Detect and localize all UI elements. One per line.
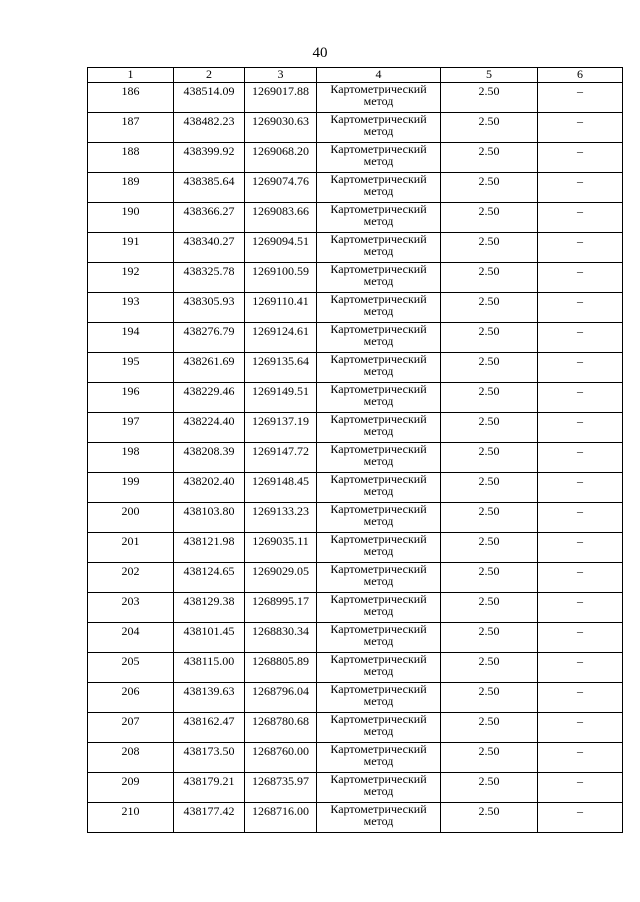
method-line-2: метод bbox=[363, 94, 394, 108]
y-coordinate-cell: 1269135.64 bbox=[245, 353, 317, 383]
table-row bbox=[88, 653, 623, 683]
note-cell: – bbox=[538, 173, 623, 203]
table-row bbox=[88, 533, 623, 563]
x-coordinate-cell: 438115.00 bbox=[174, 653, 245, 683]
method-cell bbox=[317, 353, 441, 383]
accuracy-cell: 2.50 bbox=[441, 113, 538, 143]
method-cell bbox=[317, 713, 441, 743]
point-number-cell: 203 bbox=[88, 593, 174, 623]
y-coordinate-cell: 1269124.61 bbox=[245, 323, 317, 353]
y-coordinate-cell: 1269094.51 bbox=[245, 233, 317, 263]
y-coordinate-cell: 1269029.05 bbox=[245, 563, 317, 593]
y-coordinate-cell: 1269110.41 bbox=[245, 293, 317, 323]
point-number-cell: 200 bbox=[88, 503, 174, 533]
note-cell: – bbox=[538, 653, 623, 683]
y-coordinate-cell: 1269137.19 bbox=[245, 413, 317, 443]
method-line-1: Картометрический bbox=[330, 352, 427, 366]
method-cell bbox=[317, 233, 441, 263]
note-cell: – bbox=[538, 383, 623, 413]
accuracy-cell: 2.50 bbox=[441, 173, 538, 203]
x-coordinate-cell: 438229.46 bbox=[174, 383, 245, 413]
table-row bbox=[88, 173, 623, 203]
y-coordinate-cell: 1268780.68 bbox=[245, 713, 317, 743]
method-line-2: метод bbox=[363, 424, 394, 438]
method-cell bbox=[317, 683, 441, 713]
note-cell: – bbox=[538, 443, 623, 473]
method-cell bbox=[317, 623, 441, 653]
table-row bbox=[88, 623, 623, 653]
method-cell bbox=[317, 473, 441, 503]
y-coordinate-cell: 1269100.59 bbox=[245, 263, 317, 293]
method-cell bbox=[317, 653, 441, 683]
point-number-cell: 188 bbox=[88, 143, 174, 173]
table-row bbox=[88, 563, 623, 593]
method-line-1: Картометрический bbox=[330, 202, 427, 216]
x-coordinate-cell: 438139.63 bbox=[174, 683, 245, 713]
point-number-cell: 194 bbox=[88, 323, 174, 353]
method-line-1: Картометрический bbox=[330, 742, 427, 756]
method-line-2: метод bbox=[363, 484, 394, 498]
x-coordinate-cell: 438276.79 bbox=[174, 323, 245, 353]
x-coordinate-cell: 438177.42 bbox=[174, 803, 245, 833]
method-cell bbox=[317, 593, 441, 623]
point-number-cell: 204 bbox=[88, 623, 174, 653]
method-line-1: Картометрический bbox=[330, 502, 427, 516]
x-coordinate-cell: 438224.40 bbox=[174, 413, 245, 443]
y-coordinate-cell: 1268830.34 bbox=[245, 623, 317, 653]
coordinates-table bbox=[87, 67, 623, 833]
method-cell bbox=[317, 143, 441, 173]
point-number-cell: 197 bbox=[88, 413, 174, 443]
x-coordinate-cell: 438366.27 bbox=[174, 203, 245, 233]
accuracy-cell: 2.50 bbox=[441, 713, 538, 743]
x-coordinate-cell: 438514.09 bbox=[174, 83, 245, 113]
accuracy-cell: 2.50 bbox=[441, 413, 538, 443]
table-row bbox=[88, 203, 623, 233]
page-number: 40 bbox=[312, 45, 328, 61]
y-coordinate-cell: 1269149.51 bbox=[245, 383, 317, 413]
note-cell: – bbox=[538, 413, 623, 443]
point-number-cell: 196 bbox=[88, 383, 174, 413]
method-cell bbox=[317, 413, 441, 443]
note-cell: – bbox=[538, 533, 623, 563]
column-header-4: 4 bbox=[317, 68, 441, 83]
table-row bbox=[88, 233, 623, 263]
table-row bbox=[88, 113, 623, 143]
column-header-6: 6 bbox=[538, 68, 623, 83]
method-line-2: метод bbox=[363, 184, 394, 198]
method-line-2: метод bbox=[363, 154, 394, 168]
x-coordinate-cell: 438399.92 bbox=[174, 143, 245, 173]
accuracy-cell: 2.50 bbox=[441, 83, 538, 113]
y-coordinate-cell: 1269133.23 bbox=[245, 503, 317, 533]
method-line-2: метод bbox=[363, 304, 394, 318]
column-header-3: 3 bbox=[245, 68, 317, 83]
method-line-2: метод bbox=[363, 604, 394, 618]
accuracy-cell: 2.50 bbox=[441, 263, 538, 293]
method-line-1: Картометрический bbox=[330, 532, 427, 546]
method-line-2: метод bbox=[363, 214, 394, 228]
method-cell bbox=[317, 443, 441, 473]
method-cell bbox=[317, 743, 441, 773]
method-line-1: Картометрический bbox=[330, 322, 427, 336]
method-line-2: метод bbox=[363, 274, 394, 288]
note-cell: – bbox=[538, 83, 623, 113]
x-coordinate-cell: 438208.39 bbox=[174, 443, 245, 473]
method-line-1: Картометрический bbox=[330, 442, 427, 456]
method-line-2: метод bbox=[363, 814, 394, 828]
accuracy-cell: 2.50 bbox=[441, 533, 538, 563]
point-number-cell: 201 bbox=[88, 533, 174, 563]
method-line-1: Картометрический bbox=[330, 622, 427, 636]
x-coordinate-cell: 438121.98 bbox=[174, 533, 245, 563]
method-line-2: метод bbox=[363, 514, 394, 528]
table-row bbox=[88, 683, 623, 713]
table-row bbox=[88, 713, 623, 743]
point-number-cell: 208 bbox=[88, 743, 174, 773]
method-line-2: метод bbox=[363, 394, 394, 408]
y-coordinate-cell: 1269030.63 bbox=[245, 113, 317, 143]
table-row bbox=[88, 83, 623, 113]
y-coordinate-cell: 1268716.00 bbox=[245, 803, 317, 833]
method-line-2: метод bbox=[363, 664, 394, 678]
method-line-2: метод bbox=[363, 724, 394, 738]
method-line-1: Картометрический bbox=[330, 142, 427, 156]
column-header-2: 2 bbox=[174, 68, 245, 83]
point-number-cell: 198 bbox=[88, 443, 174, 473]
y-coordinate-cell: 1269035.11 bbox=[245, 533, 317, 563]
x-coordinate-cell: 438173.50 bbox=[174, 743, 245, 773]
method-cell bbox=[317, 83, 441, 113]
point-number-cell: 205 bbox=[88, 653, 174, 683]
method-cell bbox=[317, 203, 441, 233]
table-row bbox=[88, 593, 623, 623]
method-cell bbox=[317, 263, 441, 293]
method-line-2: метод bbox=[363, 754, 394, 768]
method-line-2: метод bbox=[363, 784, 394, 798]
x-coordinate-cell: 438261.69 bbox=[174, 353, 245, 383]
note-cell: – bbox=[538, 563, 623, 593]
note-cell: – bbox=[538, 143, 623, 173]
method-cell bbox=[317, 113, 441, 143]
method-line-2: метод bbox=[363, 454, 394, 468]
table-row bbox=[88, 503, 623, 533]
x-coordinate-cell: 438124.65 bbox=[174, 563, 245, 593]
method-line-2: метод bbox=[363, 634, 394, 648]
note-cell: – bbox=[538, 593, 623, 623]
method-line-1: Картометрический bbox=[330, 802, 427, 816]
method-line-2: метод bbox=[363, 334, 394, 348]
note-cell: – bbox=[538, 803, 623, 833]
accuracy-cell: 2.50 bbox=[441, 293, 538, 323]
table-row bbox=[88, 743, 623, 773]
method-line-2: метод bbox=[363, 124, 394, 138]
point-number-cell: 190 bbox=[88, 203, 174, 233]
method-line-1: Картометрический bbox=[330, 412, 427, 426]
point-number-cell: 193 bbox=[88, 293, 174, 323]
y-coordinate-cell: 1269074.76 bbox=[245, 173, 317, 203]
accuracy-cell: 2.50 bbox=[441, 503, 538, 533]
accuracy-cell: 2.50 bbox=[441, 683, 538, 713]
y-coordinate-cell: 1268995.17 bbox=[245, 593, 317, 623]
note-cell: – bbox=[538, 353, 623, 383]
method-line-1: Картометрический bbox=[330, 562, 427, 576]
y-coordinate-cell: 1268796.04 bbox=[245, 683, 317, 713]
method-line-1: Картометрический bbox=[330, 82, 427, 96]
method-line-1: Картометрический bbox=[330, 112, 427, 126]
accuracy-cell: 2.50 bbox=[441, 353, 538, 383]
method-line-2: метод bbox=[363, 544, 394, 558]
point-number-cell: 195 bbox=[88, 353, 174, 383]
method-cell bbox=[317, 293, 441, 323]
point-number-cell: 187 bbox=[88, 113, 174, 143]
accuracy-cell: 2.50 bbox=[441, 143, 538, 173]
table-body bbox=[88, 83, 623, 833]
x-coordinate-cell: 438482.23 bbox=[174, 113, 245, 143]
note-cell: – bbox=[538, 263, 623, 293]
y-coordinate-cell: 1269068.20 bbox=[245, 143, 317, 173]
x-coordinate-cell: 438385.64 bbox=[174, 173, 245, 203]
method-line-2: метод bbox=[363, 694, 394, 708]
note-cell: – bbox=[538, 203, 623, 233]
point-number-cell: 189 bbox=[88, 173, 174, 203]
method-line-2: метод bbox=[363, 244, 394, 258]
accuracy-cell: 2.50 bbox=[441, 233, 538, 263]
x-coordinate-cell: 438305.93 bbox=[174, 293, 245, 323]
accuracy-cell: 2.50 bbox=[441, 203, 538, 233]
method-line-1: Картометрический bbox=[330, 292, 427, 306]
method-line-1: Картометрический bbox=[330, 712, 427, 726]
y-coordinate-cell: 1269147.72 bbox=[245, 443, 317, 473]
note-cell: – bbox=[538, 503, 623, 533]
table-row bbox=[88, 473, 623, 503]
table-row bbox=[88, 773, 623, 803]
table-row bbox=[88, 443, 623, 473]
table-row bbox=[88, 383, 623, 413]
point-number-cell: 202 bbox=[88, 563, 174, 593]
point-number-cell: 210 bbox=[88, 803, 174, 833]
table-row bbox=[88, 353, 623, 383]
method-line-1: Картометрический bbox=[330, 262, 427, 276]
method-line-1: Картометрический bbox=[330, 172, 427, 186]
column-header-5: 5 bbox=[441, 68, 538, 83]
method-cell bbox=[317, 323, 441, 353]
accuracy-cell: 2.50 bbox=[441, 563, 538, 593]
x-coordinate-cell: 438101.45 bbox=[174, 623, 245, 653]
method-cell bbox=[317, 173, 441, 203]
note-cell: – bbox=[538, 323, 623, 353]
method-line-1: Картометрический bbox=[330, 652, 427, 666]
note-cell: – bbox=[538, 623, 623, 653]
y-coordinate-cell: 1269148.45 bbox=[245, 473, 317, 503]
point-number-cell: 207 bbox=[88, 713, 174, 743]
method-cell bbox=[317, 503, 441, 533]
method-line-2: метод bbox=[363, 364, 394, 378]
method-cell bbox=[317, 773, 441, 803]
x-coordinate-cell: 438340.27 bbox=[174, 233, 245, 263]
note-cell: – bbox=[538, 713, 623, 743]
note-cell: – bbox=[538, 233, 623, 263]
point-number-cell: 191 bbox=[88, 233, 174, 263]
y-coordinate-cell: 1269017.88 bbox=[245, 83, 317, 113]
note-cell: – bbox=[538, 113, 623, 143]
accuracy-cell: 2.50 bbox=[441, 443, 538, 473]
x-coordinate-cell: 438103.80 bbox=[174, 503, 245, 533]
method-line-1: Картометрический bbox=[330, 382, 427, 396]
x-coordinate-cell: 438162.47 bbox=[174, 713, 245, 743]
note-cell: – bbox=[538, 473, 623, 503]
accuracy-cell: 2.50 bbox=[441, 773, 538, 803]
method-cell bbox=[317, 383, 441, 413]
point-number-cell: 186 bbox=[88, 83, 174, 113]
accuracy-cell: 2.50 bbox=[441, 653, 538, 683]
note-cell: – bbox=[538, 683, 623, 713]
x-coordinate-cell: 438325.78 bbox=[174, 263, 245, 293]
method-cell bbox=[317, 533, 441, 563]
x-coordinate-cell: 438202.40 bbox=[174, 473, 245, 503]
table-row bbox=[88, 413, 623, 443]
column-header-1: 1 bbox=[88, 68, 174, 83]
accuracy-cell: 2.50 bbox=[441, 623, 538, 653]
note-cell: – bbox=[538, 293, 623, 323]
note-cell: – bbox=[538, 743, 623, 773]
point-number-cell: 209 bbox=[88, 773, 174, 803]
x-coordinate-cell: 438179.21 bbox=[174, 773, 245, 803]
method-line-2: метод bbox=[363, 574, 394, 588]
y-coordinate-cell: 1269083.66 bbox=[245, 203, 317, 233]
method-line-1: Картометрический bbox=[330, 772, 427, 786]
table-row bbox=[88, 293, 623, 323]
y-coordinate-cell: 1268805.89 bbox=[245, 653, 317, 683]
accuracy-cell: 2.50 bbox=[441, 323, 538, 353]
method-line-1: Картометрический bbox=[330, 232, 427, 246]
method-line-1: Картометрический bbox=[330, 592, 427, 606]
point-number-cell: 192 bbox=[88, 263, 174, 293]
accuracy-cell: 2.50 bbox=[441, 473, 538, 503]
table-row bbox=[88, 143, 623, 173]
table-row bbox=[88, 323, 623, 353]
accuracy-cell: 2.50 bbox=[441, 593, 538, 623]
header-row bbox=[88, 68, 623, 83]
note-cell: – bbox=[538, 773, 623, 803]
method-cell bbox=[317, 563, 441, 593]
y-coordinate-cell: 1268735.97 bbox=[245, 773, 317, 803]
accuracy-cell: 2.50 bbox=[441, 743, 538, 773]
point-number-cell: 199 bbox=[88, 473, 174, 503]
method-line-1: Картометрический bbox=[330, 682, 427, 696]
method-line-1: Картометрический bbox=[330, 472, 427, 486]
table-row bbox=[88, 263, 623, 293]
point-number-cell: 206 bbox=[88, 683, 174, 713]
accuracy-cell: 2.50 bbox=[441, 383, 538, 413]
y-coordinate-cell: 1268760.00 bbox=[245, 743, 317, 773]
table-row bbox=[88, 803, 623, 833]
x-coordinate-cell: 438129.38 bbox=[174, 593, 245, 623]
accuracy-cell: 2.50 bbox=[441, 803, 538, 833]
method-cell bbox=[317, 803, 441, 833]
